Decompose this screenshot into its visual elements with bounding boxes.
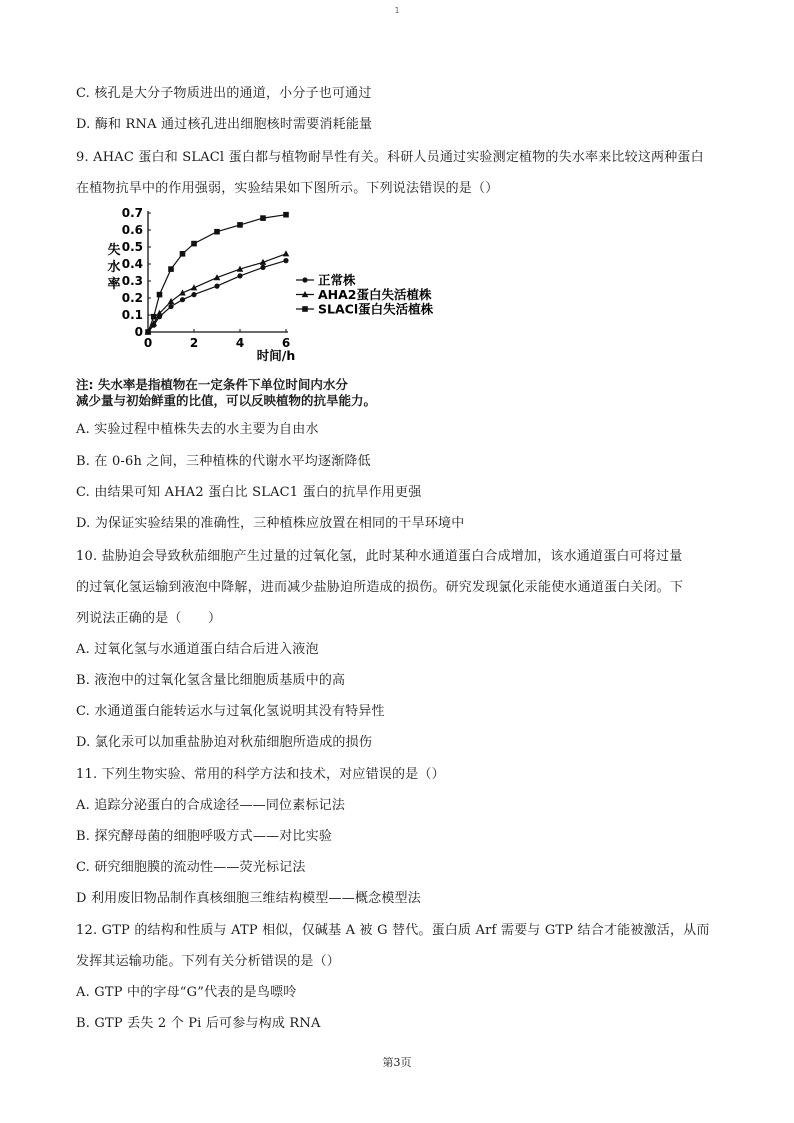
option-11a: A. 追踪分泌蛋白的合成途径——同位素标记法 [76,798,346,813]
question-11-stem: 11. 下列生物实验、常用的科学方法和技术，对应错误的是（） [76,767,445,782]
water-loss-chart [100,200,460,370]
point-square [237,222,243,228]
y-axis-label-char: 率 [107,277,121,292]
y-tick-labels [122,206,143,339]
series-triangle [145,250,290,334]
series-square [145,212,289,335]
point-square [260,215,266,221]
legend-label: SLACl蛋白失活植株 [318,301,434,317]
option-11c: C. 研究细胞膜的流动性——荧光标记法 [76,860,306,875]
point-circle [168,304,173,309]
option-11b: B. 探究酵母菌的细胞呼吸方式——对比实验 [76,829,333,844]
y-axis-label-char: 水 [107,260,121,275]
point-triangle [168,298,175,304]
point-triangle [283,250,290,256]
page-header-mark: 1 [394,6,400,15]
y-tick-label: 0.6 [121,223,143,237]
y-tick-label: 0.4 [121,257,143,271]
y-tick-label: 0.5 [121,240,143,254]
y-tick-label: 0.2 [121,291,143,305]
option-9c: C. 由结果可知 AHA2 蛋白比 SLAC1 蛋白的抗旱作用更强 [76,485,422,500]
point-circle [237,273,242,278]
y-tick-label: 0.3 [121,274,143,288]
x-tick-label: 0 [143,336,153,350]
legend-item [296,302,434,317]
option-9d: D. 为保证实验结果的准确性，三种植株应放置在相同的干旱环境中 [76,516,465,531]
point-circle [180,297,185,302]
point-square [283,212,289,218]
y-axis-label-char: 失 [107,243,121,258]
question-10-stem-cont: 的过氧化氢运输到液泡中降解，进而减少盐胁迫所造成的损伤。研究发现氯化汞能使水通道蛋白关闭。下 [76,580,684,595]
point-square [180,251,186,257]
point-circle [260,265,265,270]
option-11d: D 利用废旧物品制作真核细胞三维结构模型——概念模型法 [76,891,421,906]
option-12a: A. GTP 中的字母“G”代表的是鸟嘌呤 [76,985,297,1000]
option-9b: B. 在 0-6h 之间，三种植株的代谢水平均逐渐降低 [76,454,371,469]
question-9-stem: 9. AHAC 蛋白和 SLACl 蛋白都与植物耐旱性有关。科研人员通过实验测定植物的失水率来比较这两种蛋白 [76,150,704,165]
legend-label: AHA2蛋白失活植株 [318,287,432,302]
point-square [191,241,197,247]
question-10-stem-end: 列说法正确的是（ ） [76,611,222,626]
point-square [145,329,151,335]
y-axis-label [107,242,120,292]
point-circle [191,292,196,297]
y-tick-label: 0 [134,325,143,339]
chart-note-line-1: 注: 失水率是指植物在一定条件下单位时间内水分 [76,377,348,392]
legend-item [296,287,432,302]
x-tick-label: 2 [189,336,199,350]
point-square [168,266,174,272]
point-square [151,314,157,320]
series-circle [145,258,288,335]
x-tick-label: 6 [281,336,291,350]
option-10c: C. 水通道蛋白能转运水与过氧化氢说明其没有特异性 [76,704,385,719]
y-tick-label: 0.1 [121,308,143,322]
question-10-stem: 10. 盐胁迫会导致秋茄细胞产生过量的过氧化氢，此时某种水通道蛋白合成增加，该水通道蛋白可将过量 [76,549,683,564]
option-10b: B. 液泡中的过氧化氢含量比细胞质基质中的高 [76,673,346,688]
point-square [302,306,308,312]
option-8c: C. 核孔是大分子物质进出的通道，小分子也可通过 [76,86,372,101]
option-10d: D. 氯化汞可以加重盐胁迫对秋茄细胞所造成的损伤 [76,735,373,750]
legend-item [296,273,356,288]
question-12-stem-cont: 发挥其运输功能。下列有关分析错误的是（） [76,954,341,969]
x-axis-label: 时间/h [256,348,296,363]
point-circle [283,258,288,263]
point-circle [302,277,307,282]
point-square [214,229,220,235]
point-square [157,292,163,298]
option-9a: A. 实验过程中植株失去的水主要为自由水 [76,422,319,437]
series-line [148,254,286,332]
option-8d: D. 酶和 RNA 通过核孔进出细胞核时需要消耗能量 [76,117,373,132]
series-layer [145,212,290,335]
point-circle [214,284,219,289]
question-9-stem-cont: 在植物抗旱中的作用强弱，实验结果如下图所示。下列说法错误的是（） [76,181,499,196]
svg-text:失水率 [107,242,120,292]
option-12b: B. GTP 丢失 2 个 Pi 后可参与构成 RNA [76,1016,321,1031]
y-tick-label: 0.7 [121,206,143,220]
option-10a: A. 过氧化氢与水通道蛋白结合后进入液泡 [76,642,319,657]
legend-label: 正常株 [318,272,356,288]
x-tick-label: 4 [235,336,245,350]
page-number: 第3页 [382,1056,412,1069]
chart-legend [296,273,434,317]
chart-note-line-2: 减少量与初始鲜重的比值，可以反映植物的抗旱能力。 [76,393,377,408]
question-12-stem: 12. GTP 的结构和性质与 ATP 相似，仅碱基 A 被 G 替代。蛋白质 Arf 需要与 GTP 结合才能被激活，从而 [76,923,710,938]
